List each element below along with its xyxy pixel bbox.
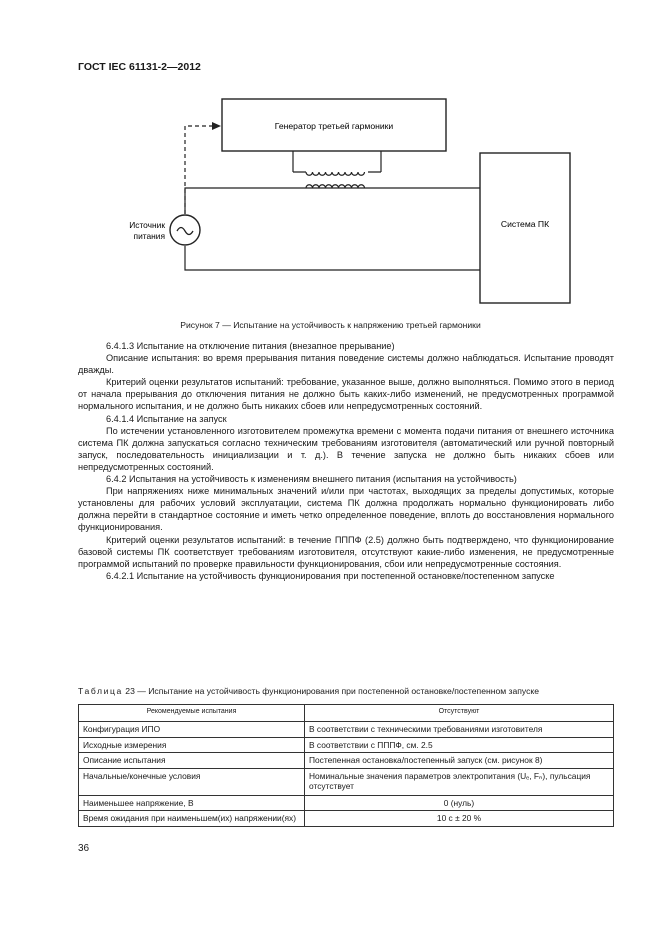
- table-caption: Таблица 23 — Испытание на устойчивость функционирования при постепенной остановке/постепенном запуске: [78, 686, 540, 696]
- section-heading: 6.4.1.4 Испытание на запуск: [106, 413, 227, 424]
- lower-wire: [185, 246, 480, 270]
- upper-wire: [185, 188, 480, 214]
- paragraph: Описание испытания: во время прерывания питания поведение системы должно наблюдаться. Испытание проводят дважды.: [78, 353, 614, 376]
- control-arrow-icon: [212, 122, 221, 130]
- plc-system-label: Система ПК: [500, 219, 550, 229]
- section-heading: 6.4.1.3 Испытание на отключение питания (внезапное прерывание): [106, 341, 395, 351]
- page-number: 36: [78, 843, 90, 854]
- test-circuit-diagram: [0, 0, 661, 320]
- paragraph: По истечении установленного изготовителем промежутка времени с момента подачи питания от внешнего источника система ПК должна запускаться согласно техническим требованиям изготовителя (автоматический или ручной повторный запуск, последовательность инициализации и т. д.). В течение запуска не должно быть никаких сбоев или непредусмотренных состояний.: [78, 425, 614, 472]
- table-row: Начальные/конечные условия Номинальные значения параметров электропитания (Uₑ, Fₙ), пульсация отсутствует: [79, 768, 614, 795]
- body-text: [78, 340, 614, 582]
- generator-label: Генератор третьей гармоники: [274, 121, 394, 131]
- paragraph: Критерий оценки результатов испытаний: требование, указанное выше, должно выполняться. Помимо этого в период от начала прерывания до отключения питания не должно быть каких-либо изменений, не предусмотренных программой нормального испытания, и не должно быть никаких сбоев или непредусмотренных состояний.: [78, 377, 614, 412]
- table-header-cell: Рекомендуемые испытания: [79, 705, 305, 722]
- test-table: [78, 704, 614, 827]
- table-row: Исходные измерения В соответствии с ПППФ, см. 2.5: [79, 737, 614, 753]
- table-row: Время ожидания при наименьшем(их) напряжении(ях) 10 с ± 20 %: [79, 811, 614, 827]
- document-header: ГОСТ IEC 61131-2—2012: [78, 61, 201, 73]
- table-row: Описание испытания Постепенная остановка/постепенный запуск (см. рисунок 8): [79, 753, 614, 769]
- source-label-line1: Источник: [129, 220, 165, 230]
- table-row: Наименьшее напряжение, В 0 (нуль): [79, 795, 614, 811]
- control-dashed-line: [185, 126, 214, 214]
- source-label-line2: питания: [133, 231, 165, 241]
- table-header-row: [79, 705, 614, 722]
- section-heading: 6.4.2 Испытания на устойчивость к изменениям внешнего питания (испытания на устойчивость): [106, 474, 517, 485]
- figure-caption: Рисунок 7 — Испытание на устойчивость к напряжению третьей гармоники: [180, 320, 481, 330]
- paragraph: При напряжениях ниже минимальных значений и/или при частотах, выходящих за пределы допустимых, которые установлены для рабочих условий эксплуатации, система ПК должна продолжать нормально функционировать либо должна перейти в стандартное состояние и иметь четко определенное поведение, вплоть до восстановления нормального функционирования.: [78, 486, 614, 533]
- table-row: Конфигурация ИПО В соответствии с техническими требованиями изготовителя: [79, 722, 614, 738]
- transformer-coil-upper: [306, 172, 365, 175]
- paragraph: Критерий оценки результатов испытаний: в течение ПППФ (2.5) должно быть подтверждено, что функционирование базовой системы ПК соответствует требованиям изготовителя, отсутствуют какие-либо изменения, не предусмотренные программой испытаний по проверке правильности функционирования, сбои или непредусмотренные состояния.: [78, 534, 614, 569]
- section-heading: 6.4.2.1 Испытание на устойчивость функционирования при постепенной остановке/постепенном запуске: [106, 570, 555, 581]
- table-header-cell: Отсутствуют: [305, 705, 614, 722]
